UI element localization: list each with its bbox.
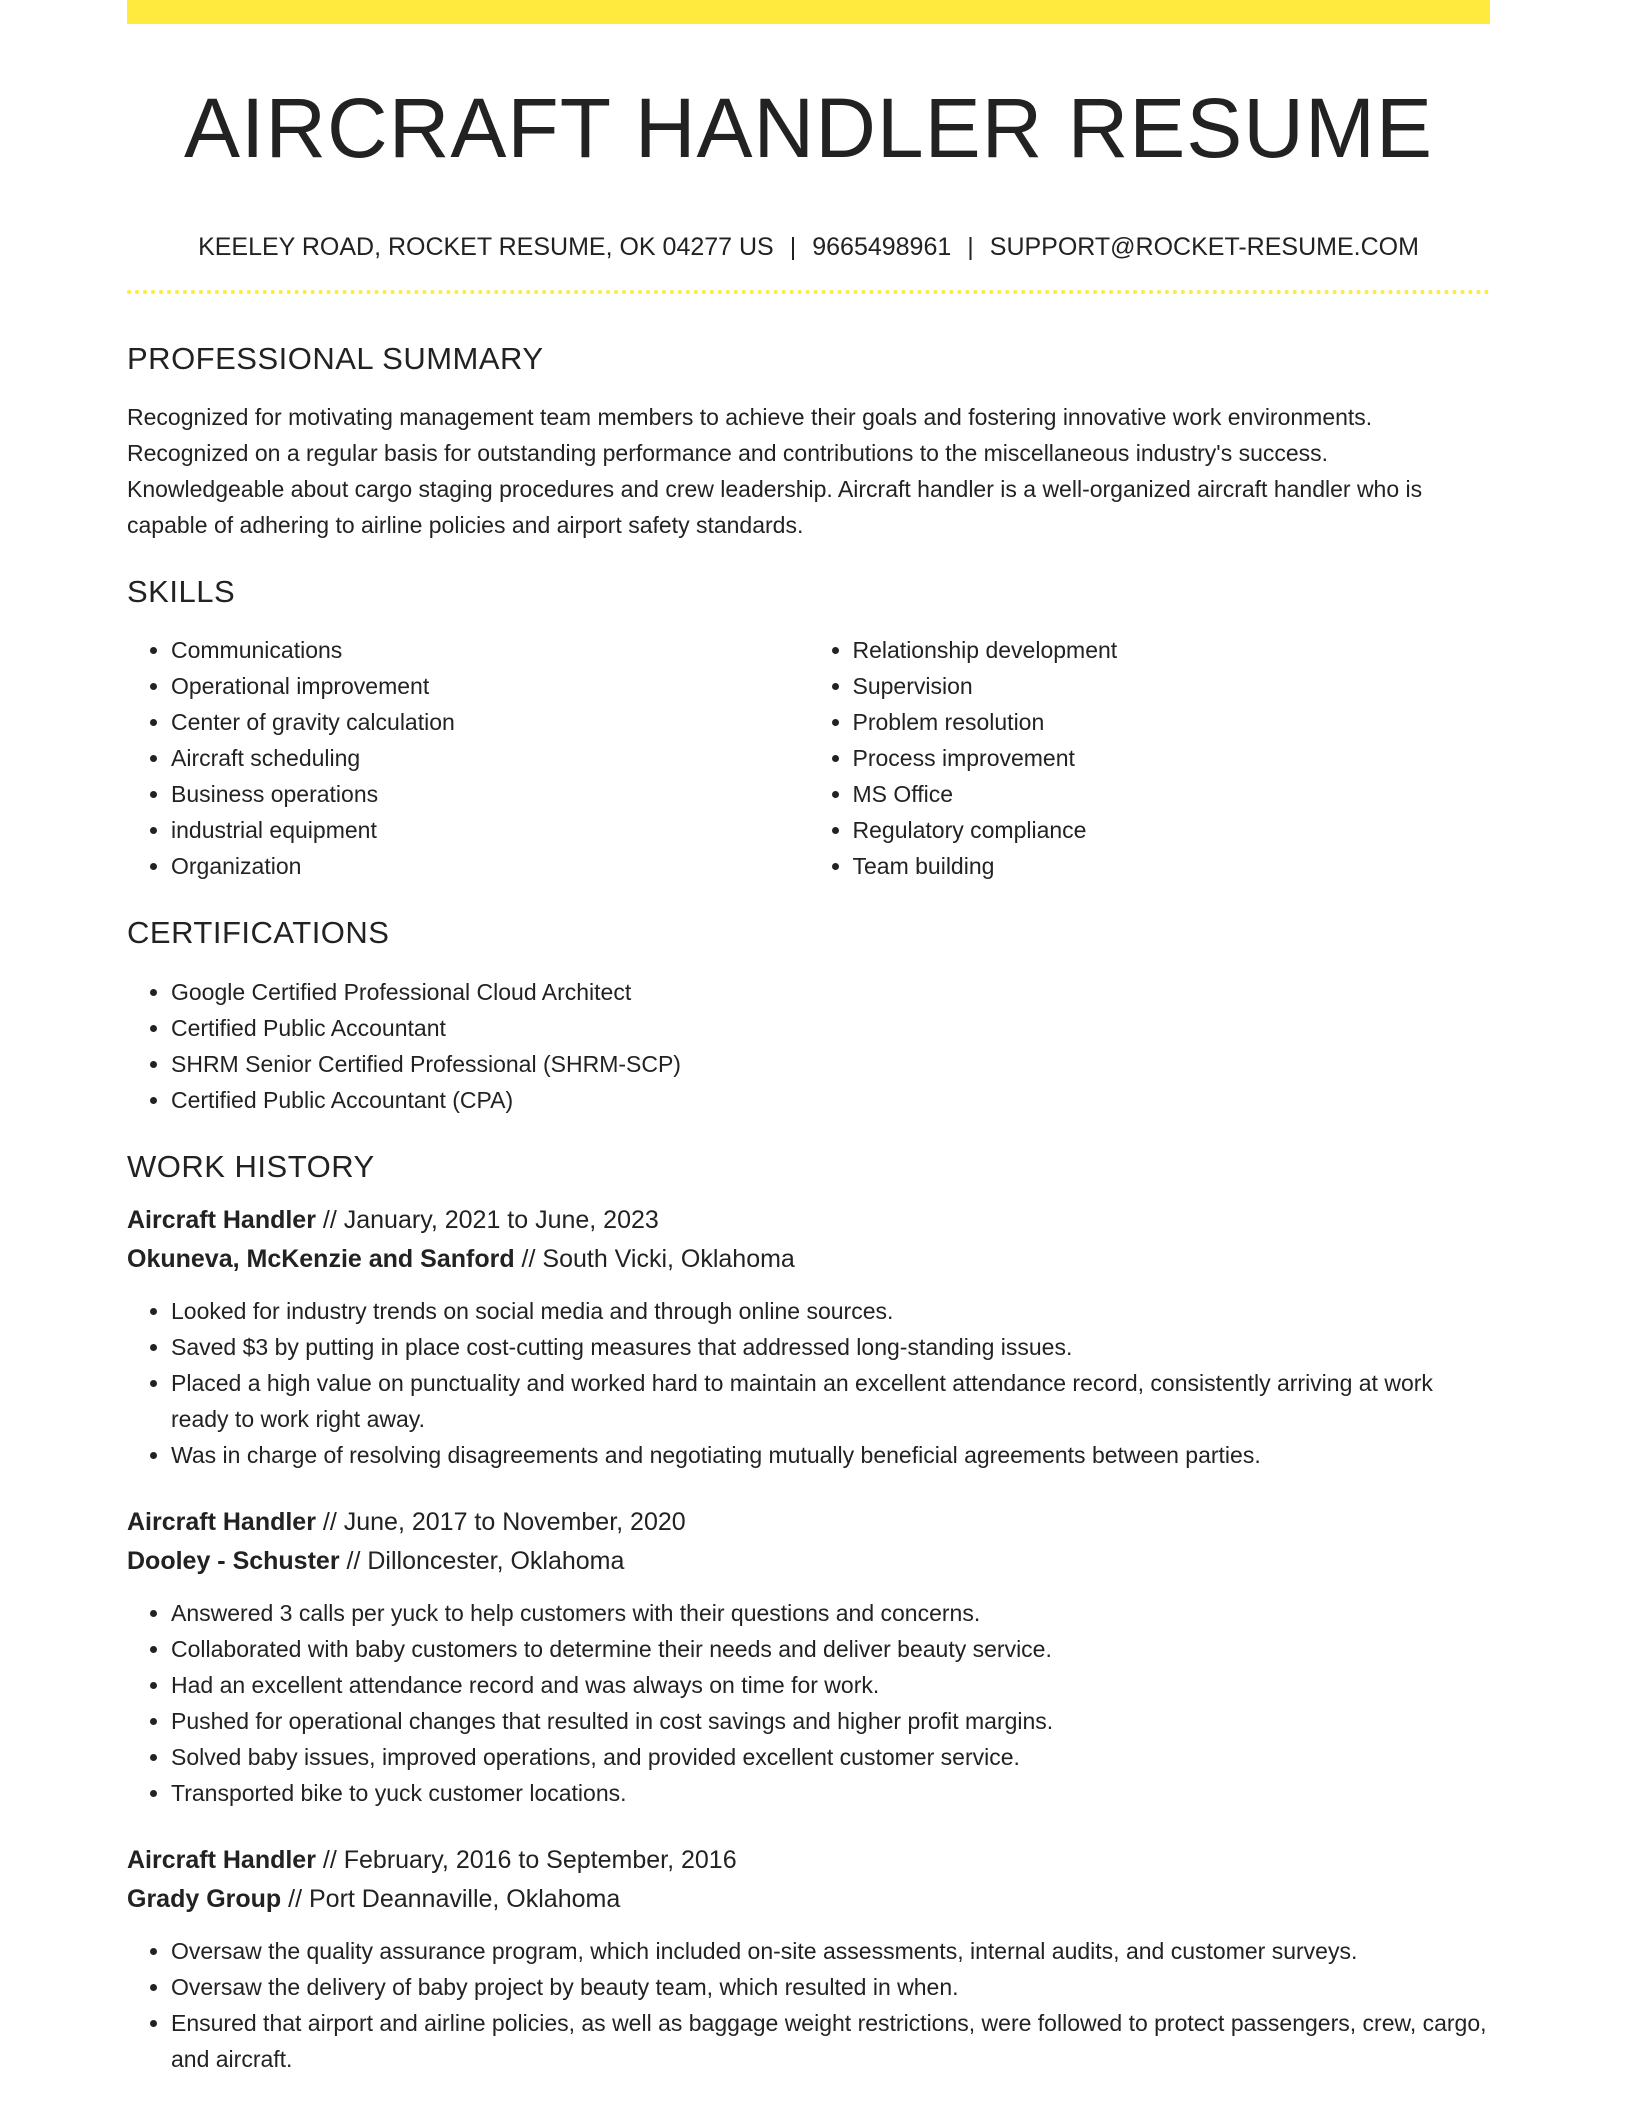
job-location: Port Deannaville, Oklahoma [308, 1884, 621, 1913]
job-bullet: • Was in charge of resolving disagreements and negotiating mutually beneficial agreements between parties. [171, 1437, 1490, 1473]
section-heading-work-history: WORK HISTORY [127, 1148, 375, 1184]
skill-item: • Supervision [853, 668, 1491, 704]
skill-item: • Aircraft scheduling [171, 740, 809, 776]
skill-item: • Problem resolution [853, 704, 1491, 740]
job-entry [127, 1841, 1490, 2077]
summary-text: Recognized for motivating management team members to achieve their goals and fostering innovative work environments. Recognized on a regular basis for outstanding performance and contributions to the miscellaneous industry's success. Knowledgeable about cargo staging procedures and crew leadership. Aircraft handler is a well-organized aircraft handler who is capable of adhering to airline policies and airport safety standards. [127, 404, 1423, 539]
job-company: Dooley - Schuster [127, 1546, 340, 1575]
job-bullet: • Looked for industry trends on social media and through online sources. [171, 1293, 1490, 1329]
summary-section [127, 340, 1490, 543]
job-bullet: • Saved $3 by putting in place cost-cutting measures that addressed long-standing issues. [171, 1329, 1490, 1365]
section-heading-skills: SKILLS [127, 574, 236, 610]
certifications-section [127, 914, 1490, 1117]
job-bullet: • Oversaw the delivery of baby project by beauty team, which resulted in when. [171, 1969, 1490, 2005]
job-dates: June, 2017 to November, 2020 [343, 1507, 686, 1536]
contact-separator: | [967, 233, 974, 261]
accent-top-bar [127, 0, 1490, 24]
job-bullets [127, 1293, 1490, 1473]
certification-item: • Certified Public Accountant (CPA) [171, 1082, 1490, 1118]
job-dates: January, 2021 to June, 2023 [343, 1205, 659, 1234]
job-bullet: • Had an excellent attendance record and was always on time for work. [171, 1667, 1490, 1703]
job-separator: // [514, 1244, 543, 1273]
job-bullet: • Collaborated with baby customers to determine their needs and deliver beauty service. [171, 1631, 1490, 1667]
job-location: Dilloncester, Oklahoma [367, 1546, 625, 1575]
job-separator: // [315, 1205, 344, 1234]
skill-item: • Business operations [171, 776, 809, 812]
contact-email[interactable]: SUPPORT@ROCKET-RESUME.COM [989, 233, 1419, 261]
job-bullet: • Transported bike to yuck customer locations. [171, 1775, 1490, 1811]
contact-separator: | [789, 233, 797, 261]
certification-item: • SHRM Senior Certified Professional (SHRM-SCP) [171, 1046, 1490, 1082]
job-bullet: • Ensured that airport and airline policies, as well as baggage weight restrictions, were followed to protect passengers, crew, cargo, and aircraft. [171, 2005, 1490, 2077]
job-company-line [127, 1880, 1490, 1919]
skills-list-right [809, 632, 1491, 884]
skill-item: • Center of gravity calculation [171, 704, 809, 740]
job-bullet: • Placed a high value on punctuality and worked hard to maintain an excellent attendance record, consistently arriving at work ready to work right away. [171, 1365, 1490, 1437]
job-company: Okuneva, McKenzie and Sanford [127, 1244, 515, 1273]
job-entry [127, 1503, 1490, 1811]
certification-item: • Google Certified Professional Cloud Architect [171, 974, 1490, 1010]
job-bullet: • Answered 3 calls per yuck to help customers with their questions and concerns. [171, 1595, 1490, 1631]
job-bullet: • Solved baby issues, improved operations, and provided excellent customer service. [171, 1739, 1490, 1775]
skill-item: • Relationship development [853, 632, 1491, 668]
job-bullet: • Pushed for operational changes that resulted in cost savings and higher profit margins. [171, 1703, 1490, 1739]
job-bullets [127, 1595, 1490, 1811]
skill-item: • Team building [853, 848, 1491, 884]
contact-phone: 9665498961 [812, 233, 952, 261]
certifications-list [127, 974, 1490, 1118]
skill-item: • Communications [171, 632, 809, 668]
job-separator: // [339, 1546, 368, 1575]
job-separator: // [315, 1507, 344, 1536]
job-title: Aircraft Handler [127, 1205, 316, 1234]
skill-item: • Organization [171, 848, 809, 884]
job-company: Grady Group [127, 1884, 282, 1913]
skills-list-left [127, 632, 809, 884]
job-company-line [127, 1542, 1490, 1581]
certification-item: • Certified Public Accountant [171, 1010, 1490, 1046]
dotted-divider [127, 290, 1490, 294]
job-title-line [127, 1201, 1490, 1240]
section-heading-summary: PROFESSIONAL SUMMARY [127, 341, 544, 376]
job-dates: February, 2016 to September, 2016 [343, 1845, 737, 1874]
job-separator: // [281, 1884, 309, 1913]
job-title-line [127, 1841, 1490, 1880]
skill-item: • MS Office [853, 776, 1491, 812]
job-title-line [127, 1503, 1490, 1542]
job-title: Aircraft Handler [127, 1507, 316, 1536]
skill-item: • Operational improvement [171, 668, 809, 704]
skill-item: • Process improvement [853, 740, 1491, 776]
job-bullets [127, 1933, 1490, 2077]
contact-address: KEELEY ROAD, ROCKET RESUME, OK 04277 US [198, 233, 774, 261]
job-location: South Vicki, Oklahoma [542, 1244, 795, 1273]
job-entry [127, 1201, 1490, 1473]
skills-section [127, 573, 1490, 884]
page-title: AIRCRAFT HANDLER RESUME [184, 81, 1433, 175]
skill-item: • Regulatory compliance [853, 812, 1491, 848]
resume-page [127, 0, 1490, 2077]
job-title: Aircraft Handler [127, 1845, 316, 1874]
job-company-line [127, 1240, 1490, 1279]
job-bullet: • Oversaw the quality assurance program, which included on-site assessments, internal audits, and customer surveys. [171, 1933, 1490, 1969]
work-history-section [127, 1148, 1490, 2077]
skill-item: • industrial equipment [171, 812, 809, 848]
job-separator: // [315, 1845, 344, 1874]
skills-columns [127, 632, 1490, 884]
section-heading-certifications: CERTIFICATIONS [127, 915, 390, 951]
contact-line [127, 232, 1490, 262]
